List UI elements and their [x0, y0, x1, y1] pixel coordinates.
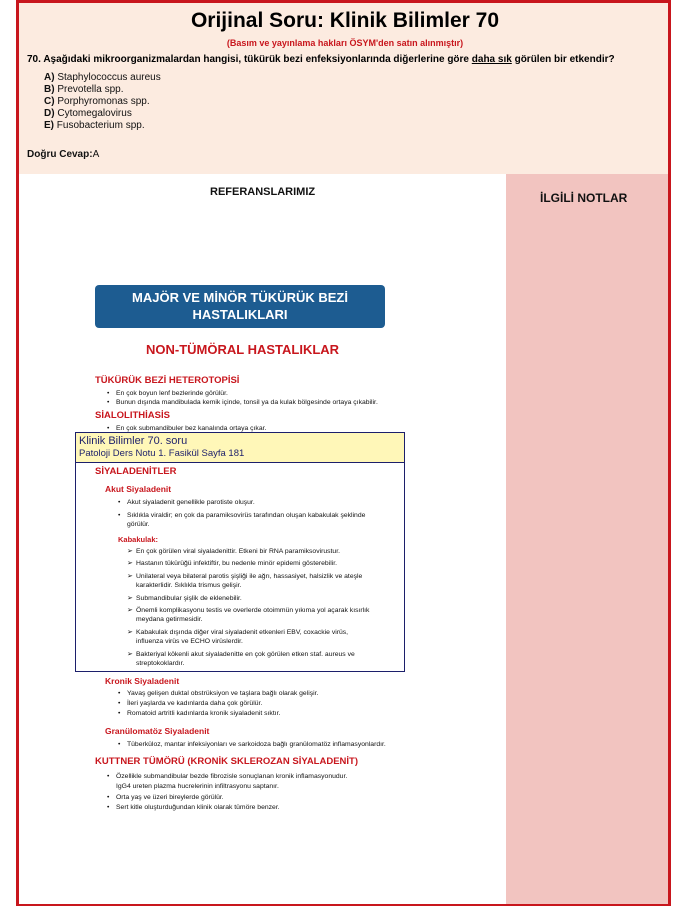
subsection-akut: Akut Siyaladenit: [105, 484, 172, 494]
book-header-line1: MAJÖR VE MİNÖR TÜKÜRÜK BEZİ: [132, 290, 348, 305]
text-line: • Akut siyaladenit genellikle parotiste oluşur.: [118, 499, 255, 506]
text-line: ➢ En çok görülen viral siyaladenittir. Etkeni bir RNA paramiksovirustur.: [127, 548, 340, 555]
option-a: A) Staphylococcus aureus: [44, 72, 161, 83]
option-e: E) Fusobacterium spp.: [44, 120, 145, 131]
text-line: • Bunun dışında mandibulada kemik içinde, tonsil ya da kulak bölgesinde ortaya çıkabilir.: [107, 399, 378, 406]
text-line: ➢ Bakteriyal kökenli akut siyaladenitte en çok görülen etken staf. aureus ve: [127, 651, 355, 658]
section-heterotopi: TÜKÜRÜK BEZİ HETEROTOPİSİ: [95, 375, 240, 386]
reference-highlight-box: [75, 432, 405, 672]
text-line: meydana getirmesidir.: [136, 616, 203, 623]
subsection-kronik: Kronik Siyaladenit: [105, 676, 180, 686]
text-line: streptokoklardır.: [136, 660, 185, 667]
question-stem: Aşağıdaki mikroorganizmalardan hangisi, tükürük bezi enfeksiyonlarında diğerlerine göre: [43, 54, 469, 65]
book-subheader: NON-TÜMÖRAL HASTALIKLAR: [146, 342, 340, 357]
subsection-granulomatoz: Granülomatöz Siyaladenit: [105, 726, 210, 736]
book-header: [95, 285, 385, 328]
text-line: ➢ Önemli komplikasyonu testis ve overlerde otoimmün yıkıma yol açarak kısırlık: [127, 607, 370, 614]
text-line: ➢ Hastanın tükürüğü infektiftir, bu nedenle minör epidemi gösterebilir.: [127, 560, 337, 567]
reference-label-line2: Patoloji Ders Notu 1. Fasikül Sayfa 181: [79, 448, 245, 459]
text-line: • Sıklıkla viraldir; en çok da paramiksovirüs tarafından oluşan kabakulak şeklinde: [118, 512, 366, 519]
text-line: • Sert kitle oluşturduğundan klinik olarak tümöre benzer.: [107, 804, 280, 811]
copyright-note: (Basım ve yayınlama hakları ÖSYM'den satın alınmıştır): [226, 38, 464, 48]
text-line: • En çok boyun lenf bezlerinde görülür.: [107, 390, 228, 397]
text-line: ➢ Kabakulak dışında diğer viral siyaladenit etkenleri EBV, coxackie virüs,: [127, 629, 349, 636]
reference-label: [76, 433, 404, 463]
section-sialolithiasis: SİALOLITHİASİS: [95, 410, 170, 421]
references-title: REFERANSLARIMIZ: [210, 186, 316, 198]
question-emphasis: daha sık: [471, 54, 512, 65]
text-line: • Özellikle submandibular bezde fibrozisle sonuçlanan kronik inflamasyonudur.: [107, 773, 348, 780]
text-line: • Romatoid artritli kadınlarda kronik siyaladenit sıktır.: [118, 710, 281, 717]
text-line: • Yavaş gelişen duktal obstrüksiyon ve taşlara bağlı olarak gelişir.: [118, 690, 319, 697]
section-sialadenitler: SİYALADENİTLER: [95, 466, 177, 477]
text-line: influenza virüs ve ECHO virüslerdir.: [136, 638, 243, 645]
reference-label-line1: Klinik Bilimler 70. soru: [79, 435, 188, 447]
question-number: 70.: [27, 54, 41, 65]
text-line: görülür.: [127, 521, 150, 528]
text-line: ➢ Unilateral veya bilateral parotis şişliği ile ağrı, hassasiyet, halsizlik ve ateşle: [127, 573, 363, 580]
text-line: • Tüberküloz, mantar infeksiyonları ve sarkoidoza bağlı granülomatöz inflamasyonlardır.: [118, 741, 386, 748]
notes-column: [506, 174, 668, 904]
option-c: C) Porphyromonas spp.: [44, 96, 150, 107]
option-b: B) Prevotella spp.: [44, 84, 124, 95]
text-line: • Orta yaş ve üzeri bireylerde görülür.: [107, 794, 224, 801]
text-line: • En çok submandibuler bez kanalında ortaya çıkar.: [107, 425, 267, 432]
page-title: Orijinal Soru: Klinik Bilimler 70: [190, 9, 500, 32]
question-end: görülen bir etkendir?: [514, 54, 615, 65]
answer-label: Doğru Cevap:: [27, 149, 93, 160]
text-line: ➢ Submandibular şişlik de eklenebilir.: [127, 595, 242, 602]
option-d: D) Cytomegalovirus: [44, 108, 132, 119]
section-kuttner: KUTTNER TÜMÖRÜ (KRONİK SKLEROZAN SİYALADENİT): [95, 756, 359, 767]
question-text: [27, 54, 615, 65]
notes-title: İLGİLİ NOTLAR: [540, 191, 628, 205]
text-line: IgG4 ureten plazma hucrelerinin infiltrasyonu saptanır.: [116, 783, 279, 790]
book-header-line2: HASTALIKLARI: [192, 307, 288, 322]
text-line: • İleri yaşlarda ve kadınlarda daha çok görülür.: [118, 700, 263, 707]
correct-answer: [27, 149, 99, 160]
answer-options: [44, 72, 161, 132]
text-line: karakterlidir. Sıklıkla trismus gelişir.: [136, 582, 242, 589]
subsection-kabakulak: Kabakulak:: [118, 535, 159, 544]
answer-value: A: [92, 149, 100, 160]
